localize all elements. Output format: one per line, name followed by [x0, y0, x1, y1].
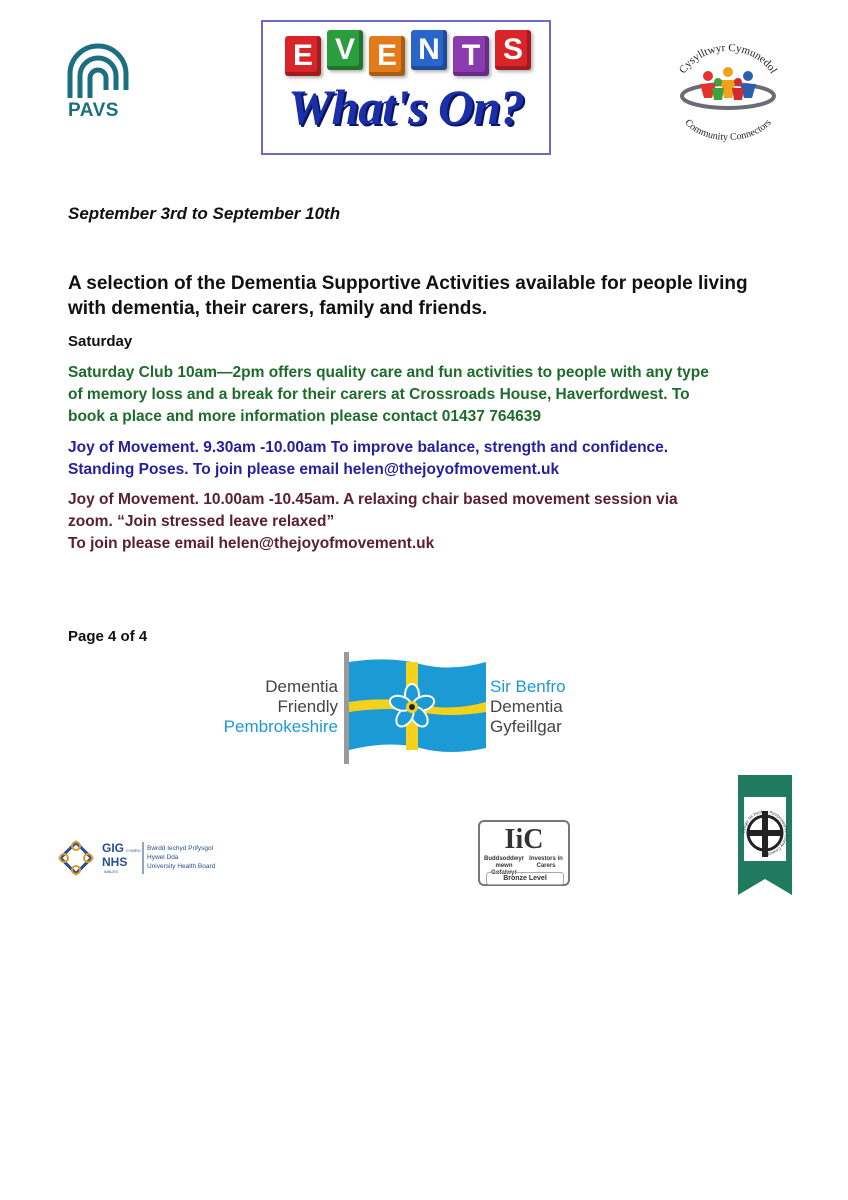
dementia-flag-icon: [340, 652, 490, 764]
dfp-right-line: Dementia: [490, 697, 563, 716]
events-letter-cube: V: [327, 30, 363, 70]
investors-in-carers-logo: [478, 820, 570, 886]
event-line: Joy of Movement. 10.00am -10.45am. A relaxing chair based movement session via: [68, 491, 678, 508]
svg-text:CYMRU: CYMRU: [126, 848, 141, 853]
svg-text:NHS: NHS: [102, 855, 128, 869]
dfp-right-line: Gyfeillgar: [490, 717, 562, 736]
dfp-left-line: Dementia: [265, 677, 338, 696]
event-line: Standing Poses. To join please email helen@thejoyofmovement.uk: [68, 461, 560, 478]
events-banner: [261, 20, 551, 155]
events-letter-cube: S: [495, 30, 531, 70]
intro-heading: A selection of the Dementia Supportive Activities available for people living with dementia, their carers, family and friends.: [68, 273, 748, 319]
dementia-friendly-welsh: [490, 677, 610, 737]
nhs-hywel-dda-logo: [56, 838, 236, 878]
dementia-friendly-english: [215, 677, 338, 737]
date-range-heading: September 3rd to September 10th: [68, 204, 341, 223]
nhs-knot-icon: [60, 842, 92, 874]
event-saturday-club: [68, 362, 788, 428]
iic-bronze-level-badge: Bronze Level: [486, 872, 564, 885]
event-line: To join please email helen@thejoyofmovement.uk: [68, 535, 435, 552]
event-line: Saturday Club 10am—2pm offers quality care and fun activities to people with any type: [68, 364, 709, 381]
community-connectors-logo: [668, 36, 788, 146]
events-letter-cube: E: [285, 36, 321, 76]
event-line: Joy of Movement. 9.30am -10.00am To improve balance, strength and confidence.: [68, 439, 669, 456]
pembrokeshire-council-logo: [738, 775, 792, 895]
dfp-left-line: Pembrokeshire: [223, 717, 338, 736]
iic-english: Investors in Carers: [529, 856, 563, 869]
page-number: Page 4 of 4: [68, 628, 148, 645]
event-line: zoom. “Join stressed leave relaxed”: [68, 513, 335, 530]
event-line: of memory loss and a break for their carers at Crossroads House, Haverfordwest. To: [68, 386, 690, 403]
dfp-left-line: Friendly: [277, 697, 338, 716]
events-letter-cube: E: [369, 36, 405, 76]
svg-text:Hywel Dda: Hywel Dda: [147, 854, 179, 861]
whats-on-title: What's On?: [288, 79, 524, 135]
events-letter-cube: T: [453, 36, 489, 76]
event-joy-of-movement-standing: [68, 437, 788, 481]
svg-text:WALES: WALES: [104, 869, 118, 874]
event-joy-of-movement-chair: [68, 489, 788, 555]
svg-text:Bwrdd Iechyd Prifysgol: Bwrdd Iechyd Prifysgol: [147, 845, 214, 852]
dfp-right-line: Sir Benfro: [490, 677, 566, 696]
svg-text:GIG: GIG: [102, 841, 125, 855]
pavs-label: PAVS: [68, 100, 119, 121]
cc-welsh-text: Cysylltwyr Cymunedol: [676, 41, 780, 76]
day-label: Saturday: [68, 333, 133, 350]
iic-welsh: Buddsoddwyr mewn Gofalwyr: [484, 856, 524, 876]
event-line: book a place and more information please contact 01437 764639: [68, 408, 541, 425]
events-letter-cube: N: [411, 30, 447, 70]
pcc-text: Cyngor Sir Penfro · Pembrokeshire County Council: [740, 808, 790, 857]
iic-title: IiC: [504, 824, 544, 855]
cc-english-text: Community Connectors: [682, 117, 774, 144]
svg-text:University Health Board: University Health Board: [147, 863, 216, 870]
